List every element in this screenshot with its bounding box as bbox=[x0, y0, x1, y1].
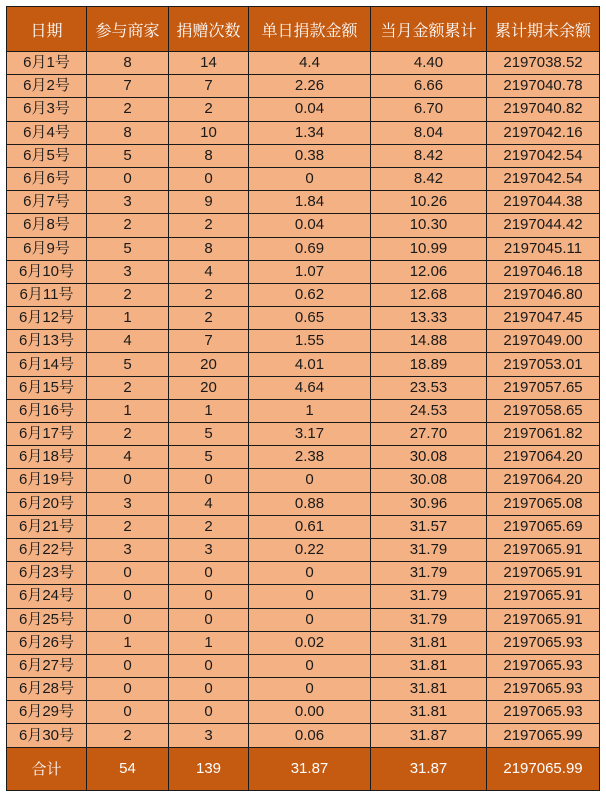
cell-donation-count: 1 bbox=[169, 631, 249, 654]
table-row bbox=[7, 167, 600, 190]
cell-monthly-cumulative: 24.53 bbox=[371, 399, 487, 422]
cell-merchants: 0 bbox=[87, 654, 169, 677]
cell-monthly-cumulative: 31.81 bbox=[371, 678, 487, 701]
cell-ending-balance: 2197065.93 bbox=[487, 678, 600, 701]
cell-date: 6月9号 bbox=[7, 237, 87, 260]
cell-merchants: 8 bbox=[87, 121, 169, 144]
total-ending-balance: 2197065.99 bbox=[487, 747, 600, 790]
cell-date: 6月15号 bbox=[7, 376, 87, 399]
table-row bbox=[7, 283, 600, 306]
total-daily-amount: 31.87 bbox=[249, 747, 371, 790]
cell-donation-count: 0 bbox=[169, 469, 249, 492]
table-row bbox=[7, 237, 600, 260]
cell-donation-count: 4 bbox=[169, 260, 249, 283]
cell-donation-count: 2 bbox=[169, 283, 249, 306]
table-row bbox=[7, 701, 600, 724]
cell-monthly-cumulative: 4.40 bbox=[371, 52, 487, 75]
cell-monthly-cumulative: 10.26 bbox=[371, 191, 487, 214]
cell-merchants: 2 bbox=[87, 214, 169, 237]
header-merchants: 参与商家 bbox=[87, 7, 169, 52]
table-row bbox=[7, 75, 600, 98]
cell-merchants: 0 bbox=[87, 167, 169, 190]
cell-merchants: 0 bbox=[87, 562, 169, 585]
cell-ending-balance: 2197042.54 bbox=[487, 167, 600, 190]
cell-daily-amount: 0.04 bbox=[249, 98, 371, 121]
cell-date: 6月19号 bbox=[7, 469, 87, 492]
cell-monthly-cumulative: 8.04 bbox=[371, 121, 487, 144]
cell-daily-amount: 4.64 bbox=[249, 376, 371, 399]
cell-merchants: 2 bbox=[87, 283, 169, 306]
cell-monthly-cumulative: 18.89 bbox=[371, 353, 487, 376]
cell-ending-balance: 2197061.82 bbox=[487, 423, 600, 446]
cell-ending-balance: 2197064.20 bbox=[487, 469, 600, 492]
header-date: 日期 bbox=[7, 7, 87, 52]
cell-monthly-cumulative: 31.79 bbox=[371, 585, 487, 608]
cell-ending-balance: 2197040.82 bbox=[487, 98, 600, 121]
cell-merchants: 0 bbox=[87, 585, 169, 608]
cell-donation-count: 10 bbox=[169, 121, 249, 144]
cell-ending-balance: 2197065.69 bbox=[487, 515, 600, 538]
cell-date: 6月8号 bbox=[7, 214, 87, 237]
total-row bbox=[7, 747, 600, 790]
cell-merchants: 3 bbox=[87, 260, 169, 283]
cell-monthly-cumulative: 8.42 bbox=[371, 144, 487, 167]
table-row bbox=[7, 538, 600, 561]
cell-donation-count: 20 bbox=[169, 376, 249, 399]
cell-date: 6月4号 bbox=[7, 121, 87, 144]
table-row bbox=[7, 98, 600, 121]
cell-date: 6月28号 bbox=[7, 678, 87, 701]
cell-monthly-cumulative: 12.68 bbox=[371, 283, 487, 306]
cell-merchants: 2 bbox=[87, 376, 169, 399]
cell-ending-balance: 2197046.80 bbox=[487, 283, 600, 306]
cell-donation-count: 2 bbox=[169, 515, 249, 538]
header-daily-amount: 单日捐款金额 bbox=[249, 7, 371, 52]
cell-merchants: 4 bbox=[87, 446, 169, 469]
cell-donation-count: 2 bbox=[169, 307, 249, 330]
cell-merchants: 0 bbox=[87, 701, 169, 724]
cell-daily-amount: 1 bbox=[249, 399, 371, 422]
table-row bbox=[7, 515, 600, 538]
cell-merchants: 3 bbox=[87, 492, 169, 515]
cell-monthly-cumulative: 12.06 bbox=[371, 260, 487, 283]
cell-date: 6月5号 bbox=[7, 144, 87, 167]
cell-ending-balance: 2197053.01 bbox=[487, 353, 600, 376]
table-row bbox=[7, 399, 600, 422]
cell-ending-balance: 2197065.91 bbox=[487, 585, 600, 608]
cell-daily-amount: 0 bbox=[249, 167, 371, 190]
cell-monthly-cumulative: 30.08 bbox=[371, 446, 487, 469]
cell-daily-amount: 2.26 bbox=[249, 75, 371, 98]
cell-date: 6月26号 bbox=[7, 631, 87, 654]
cell-ending-balance: 2197045.11 bbox=[487, 237, 600, 260]
cell-donation-count: 5 bbox=[169, 446, 249, 469]
total-merchants: 54 bbox=[87, 747, 169, 790]
header-row bbox=[7, 7, 600, 52]
cell-donation-count: 0 bbox=[169, 701, 249, 724]
cell-donation-count: 0 bbox=[169, 608, 249, 631]
header-donation-count: 捐赠次数 bbox=[169, 7, 249, 52]
cell-donation-count: 14 bbox=[169, 52, 249, 75]
cell-monthly-cumulative: 31.81 bbox=[371, 654, 487, 677]
cell-monthly-cumulative: 31.57 bbox=[371, 515, 487, 538]
cell-daily-amount: 0 bbox=[249, 585, 371, 608]
cell-monthly-cumulative: 31.81 bbox=[371, 701, 487, 724]
cell-daily-amount: 0.22 bbox=[249, 538, 371, 561]
cell-ending-balance: 2197065.91 bbox=[487, 538, 600, 561]
cell-merchants: 1 bbox=[87, 631, 169, 654]
cell-donation-count: 4 bbox=[169, 492, 249, 515]
cell-daily-amount: 4.4 bbox=[249, 52, 371, 75]
cell-ending-balance: 2197065.93 bbox=[487, 701, 600, 724]
table-body bbox=[7, 52, 600, 748]
cell-date: 6月1号 bbox=[7, 52, 87, 75]
cell-daily-amount: 0.61 bbox=[249, 515, 371, 538]
table-row bbox=[7, 469, 600, 492]
cell-date: 6月16号 bbox=[7, 399, 87, 422]
cell-merchants: 2 bbox=[87, 515, 169, 538]
total-monthly-cumulative: 31.87 bbox=[371, 747, 487, 790]
cell-ending-balance: 2197044.38 bbox=[487, 191, 600, 214]
cell-monthly-cumulative: 31.79 bbox=[371, 562, 487, 585]
cell-ending-balance: 2197065.91 bbox=[487, 608, 600, 631]
donation-table bbox=[6, 6, 600, 791]
cell-ending-balance: 2197065.99 bbox=[487, 724, 600, 747]
table-row bbox=[7, 446, 600, 469]
cell-monthly-cumulative: 14.88 bbox=[371, 330, 487, 353]
cell-date: 6月3号 bbox=[7, 98, 87, 121]
cell-merchants: 1 bbox=[87, 307, 169, 330]
table-row bbox=[7, 330, 600, 353]
cell-merchants: 3 bbox=[87, 538, 169, 561]
cell-merchants: 0 bbox=[87, 469, 169, 492]
cell-merchants: 5 bbox=[87, 144, 169, 167]
cell-monthly-cumulative: 30.08 bbox=[371, 469, 487, 492]
cell-daily-amount: 0.00 bbox=[249, 701, 371, 724]
cell-daily-amount: 4.01 bbox=[249, 353, 371, 376]
cell-ending-balance: 2197065.93 bbox=[487, 654, 600, 677]
table-row bbox=[7, 260, 600, 283]
cell-date: 6月17号 bbox=[7, 423, 87, 446]
cell-daily-amount: 0.06 bbox=[249, 724, 371, 747]
cell-donation-count: 20 bbox=[169, 353, 249, 376]
table-row bbox=[7, 585, 600, 608]
cell-donation-count: 8 bbox=[169, 237, 249, 260]
cell-monthly-cumulative: 6.66 bbox=[371, 75, 487, 98]
cell-ending-balance: 2197065.93 bbox=[487, 631, 600, 654]
cell-date: 6月22号 bbox=[7, 538, 87, 561]
cell-daily-amount: 0.02 bbox=[249, 631, 371, 654]
cell-ending-balance: 2197065.08 bbox=[487, 492, 600, 515]
cell-ending-balance: 2197064.20 bbox=[487, 446, 600, 469]
cell-donation-count: 0 bbox=[169, 585, 249, 608]
cell-donation-count: 7 bbox=[169, 75, 249, 98]
table-row bbox=[7, 353, 600, 376]
cell-daily-amount: 0 bbox=[249, 654, 371, 677]
cell-date: 6月20号 bbox=[7, 492, 87, 515]
cell-daily-amount: 0 bbox=[249, 562, 371, 585]
cell-ending-balance: 2197058.65 bbox=[487, 399, 600, 422]
table-row bbox=[7, 631, 600, 654]
cell-date: 6月30号 bbox=[7, 724, 87, 747]
cell-donation-count: 5 bbox=[169, 423, 249, 446]
cell-daily-amount: 0 bbox=[249, 608, 371, 631]
cell-monthly-cumulative: 10.99 bbox=[371, 237, 487, 260]
table-row bbox=[7, 492, 600, 515]
cell-donation-count: 1 bbox=[169, 399, 249, 422]
cell-donation-count: 2 bbox=[169, 98, 249, 121]
cell-merchants: 5 bbox=[87, 237, 169, 260]
cell-ending-balance: 2197065.91 bbox=[487, 562, 600, 585]
table-row bbox=[7, 678, 600, 701]
cell-monthly-cumulative: 10.30 bbox=[371, 214, 487, 237]
table-row bbox=[7, 376, 600, 399]
cell-daily-amount: 0.38 bbox=[249, 144, 371, 167]
cell-date: 6月10号 bbox=[7, 260, 87, 283]
cell-ending-balance: 2197046.18 bbox=[487, 260, 600, 283]
cell-date: 6月23号 bbox=[7, 562, 87, 585]
cell-monthly-cumulative: 31.79 bbox=[371, 608, 487, 631]
cell-ending-balance: 2197038.52 bbox=[487, 52, 600, 75]
cell-donation-count: 0 bbox=[169, 167, 249, 190]
cell-ending-balance: 2197047.45 bbox=[487, 307, 600, 330]
cell-merchants: 0 bbox=[87, 608, 169, 631]
cell-merchants: 4 bbox=[87, 330, 169, 353]
cell-merchants: 2 bbox=[87, 423, 169, 446]
cell-donation-count: 0 bbox=[169, 678, 249, 701]
table-row bbox=[7, 724, 600, 747]
table-row bbox=[7, 144, 600, 167]
cell-donation-count: 2 bbox=[169, 214, 249, 237]
table-row bbox=[7, 562, 600, 585]
cell-ending-balance: 2197044.42 bbox=[487, 214, 600, 237]
cell-daily-amount: 0.69 bbox=[249, 237, 371, 260]
cell-daily-amount: 3.17 bbox=[249, 423, 371, 446]
cell-date: 6月24号 bbox=[7, 585, 87, 608]
cell-monthly-cumulative: 30.96 bbox=[371, 492, 487, 515]
cell-donation-count: 9 bbox=[169, 191, 249, 214]
cell-donation-count: 3 bbox=[169, 538, 249, 561]
cell-daily-amount: 0.62 bbox=[249, 283, 371, 306]
cell-date: 6月11号 bbox=[7, 283, 87, 306]
cell-daily-amount: 1.34 bbox=[249, 121, 371, 144]
table-row bbox=[7, 121, 600, 144]
cell-monthly-cumulative: 31.87 bbox=[371, 724, 487, 747]
cell-date: 6月7号 bbox=[7, 191, 87, 214]
cell-date: 6月27号 bbox=[7, 654, 87, 677]
total-label: 合计 bbox=[7, 747, 87, 790]
cell-daily-amount: 1.55 bbox=[249, 330, 371, 353]
header-ending-balance: 累计期末余额 bbox=[487, 7, 600, 52]
cell-date: 6月13号 bbox=[7, 330, 87, 353]
cell-monthly-cumulative: 6.70 bbox=[371, 98, 487, 121]
cell-merchants: 2 bbox=[87, 724, 169, 747]
total-donation-count: 139 bbox=[169, 747, 249, 790]
cell-monthly-cumulative: 8.42 bbox=[371, 167, 487, 190]
cell-date: 6月12号 bbox=[7, 307, 87, 330]
cell-daily-amount: 2.38 bbox=[249, 446, 371, 469]
cell-donation-count: 8 bbox=[169, 144, 249, 167]
cell-daily-amount: 0 bbox=[249, 469, 371, 492]
cell-merchants: 8 bbox=[87, 52, 169, 75]
cell-date: 6月2号 bbox=[7, 75, 87, 98]
cell-monthly-cumulative: 23.53 bbox=[371, 376, 487, 399]
cell-monthly-cumulative: 31.81 bbox=[371, 631, 487, 654]
cell-ending-balance: 2197042.54 bbox=[487, 144, 600, 167]
cell-date: 6月14号 bbox=[7, 353, 87, 376]
cell-ending-balance: 2197042.16 bbox=[487, 121, 600, 144]
cell-ending-balance: 2197049.00 bbox=[487, 330, 600, 353]
cell-merchants: 7 bbox=[87, 75, 169, 98]
table-row bbox=[7, 191, 600, 214]
cell-daily-amount: 0.65 bbox=[249, 307, 371, 330]
header-monthly-cumulative: 当月金额累计 bbox=[371, 7, 487, 52]
cell-date: 6月18号 bbox=[7, 446, 87, 469]
cell-date: 6月29号 bbox=[7, 701, 87, 724]
cell-donation-count: 0 bbox=[169, 654, 249, 677]
cell-donation-count: 3 bbox=[169, 724, 249, 747]
cell-monthly-cumulative: 31.79 bbox=[371, 538, 487, 561]
cell-date: 6月25号 bbox=[7, 608, 87, 631]
table-row bbox=[7, 214, 600, 237]
table-row bbox=[7, 654, 600, 677]
cell-merchants: 1 bbox=[87, 399, 169, 422]
cell-merchants: 5 bbox=[87, 353, 169, 376]
cell-merchants: 2 bbox=[87, 98, 169, 121]
cell-daily-amount: 0.04 bbox=[249, 214, 371, 237]
table-row bbox=[7, 423, 600, 446]
table-row bbox=[7, 608, 600, 631]
cell-daily-amount: 1.07 bbox=[249, 260, 371, 283]
cell-monthly-cumulative: 13.33 bbox=[371, 307, 487, 330]
cell-ending-balance: 2197057.65 bbox=[487, 376, 600, 399]
cell-date: 6月21号 bbox=[7, 515, 87, 538]
cell-daily-amount: 0.88 bbox=[249, 492, 371, 515]
cell-monthly-cumulative: 27.70 bbox=[371, 423, 487, 446]
cell-ending-balance: 2197040.78 bbox=[487, 75, 600, 98]
table-row bbox=[7, 307, 600, 330]
cell-date: 6月6号 bbox=[7, 167, 87, 190]
cell-donation-count: 7 bbox=[169, 330, 249, 353]
table-row bbox=[7, 52, 600, 75]
cell-daily-amount: 0 bbox=[249, 678, 371, 701]
cell-merchants: 0 bbox=[87, 678, 169, 701]
cell-donation-count: 0 bbox=[169, 562, 249, 585]
cell-merchants: 3 bbox=[87, 191, 169, 214]
cell-daily-amount: 1.84 bbox=[249, 191, 371, 214]
